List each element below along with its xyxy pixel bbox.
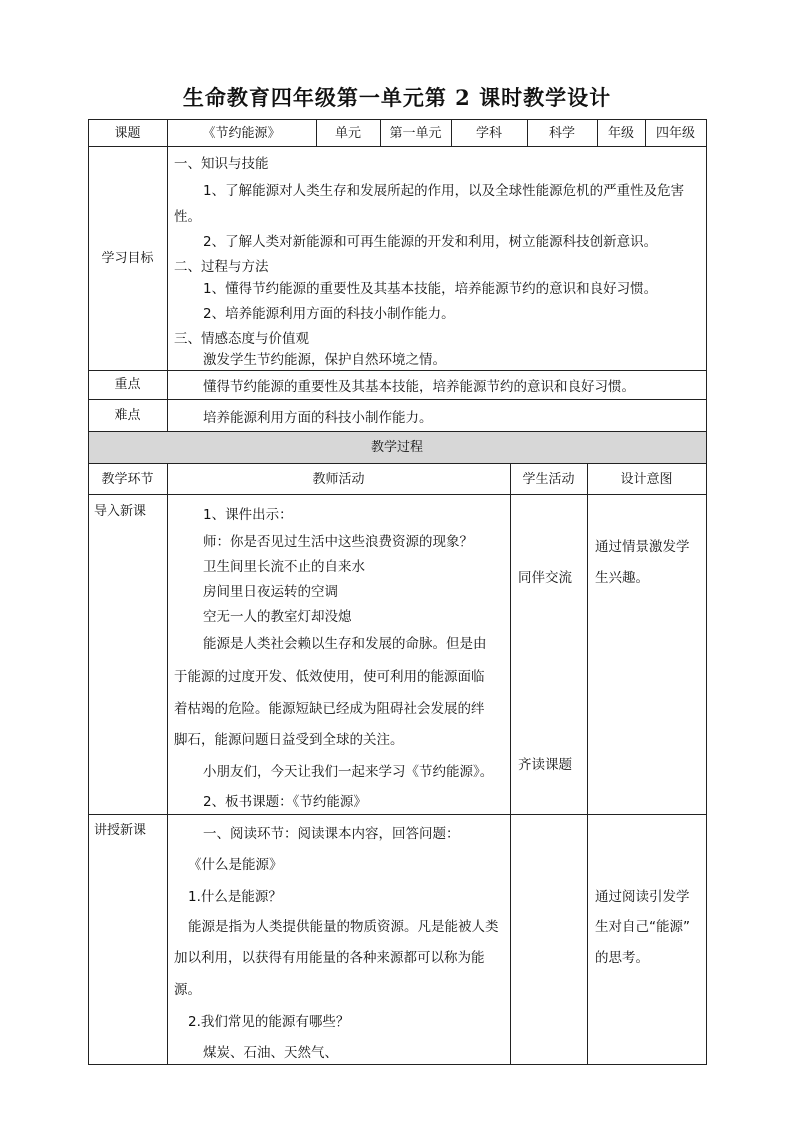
- topic-value: 《节约能源》: [202, 126, 281, 141]
- process-header: 教学过程: [370, 440, 423, 455]
- key-point-text: 懂得节约能源的重要性及其基本技能，培养能源节约的意识和良好习惯。: [203, 379, 635, 395]
- teacher-line: 1.什么是能源？: [188, 889, 282, 905]
- subject-value: 科学: [548, 126, 575, 141]
- goals-line: 一、知识与技能: [174, 156, 269, 172]
- teacher-line: 卫生间里长流不止的自来水: [203, 559, 365, 575]
- column-header: 学生活动: [522, 472, 575, 487]
- teacher-line: 房间里日夜运转的空调: [203, 584, 338, 600]
- teacher-line: 2、板书课题：《节约能源》: [203, 794, 367, 810]
- goals-line: 二、过程与方法: [174, 259, 269, 275]
- goals-line: 2、了解人类对新能源和可再生能源的开发和利用，树立能源科技创新意识。: [203, 234, 658, 250]
- teacher-line: 《什么是能源》: [188, 857, 283, 873]
- teacher-line: 师：你是否见过生活中这些浪费资源的现象？: [203, 534, 473, 550]
- goals-line: 1、懂得节约能源的重要性及其基本技能，培养能源节约的意识和良好习惯。: [203, 281, 658, 297]
- goals-line: 2、培养能源利用方面的科技小制作能力。: [203, 306, 455, 322]
- grade-value: 四年级: [655, 126, 695, 141]
- teacher-line: 于能源的过度开发、低效使用，使可利用的能源面临: [174, 669, 485, 685]
- column-header: 教师活动: [312, 472, 365, 487]
- intent-line: 的思考。: [595, 950, 649, 966]
- difficulty-label: 难点: [114, 408, 141, 423]
- document-title: 生命教育四年级第一单元第 2 课时教学设计: [182, 85, 612, 110]
- teacher-line: 2.我们常见的能源有哪些？: [188, 1014, 350, 1030]
- intent-line: 通过情景激发学: [595, 539, 690, 555]
- teacher-line: 空无一人的教室灯却没熄: [203, 609, 352, 625]
- teacher-line: 能源是指为人类提供能量的物质资源。凡是能被人类: [188, 919, 499, 935]
- teacher-line: 加以利用，以获得有用能量的各种来源都可以称为能: [174, 950, 485, 966]
- unit-label: 单元: [334, 126, 361, 141]
- key-point-label: 重点: [114, 377, 141, 392]
- goals-line: 1、了解能源对人类生存和发展所起的作用，以及全球性能源危机的严重性及危害: [203, 183, 685, 199]
- goals-line: 性。: [174, 209, 201, 225]
- teacher-line: 1、课件出示：: [203, 507, 293, 523]
- intent-line: 生兴趣。: [595, 570, 649, 586]
- stage-label: 讲授新课: [94, 823, 147, 838]
- teacher-line: 脚石，能源问题日益受到全球的关注。: [174, 732, 404, 748]
- goals-line: 三、情感态度与价值观: [174, 331, 309, 347]
- goals-label: 学习目标: [101, 251, 154, 266]
- difficulty-text: 培养能源利用方面的科技小制作能力。: [203, 410, 433, 426]
- grade-label: 年级: [607, 126, 634, 141]
- student-activity: 同伴交流: [518, 570, 572, 586]
- teacher-line: 着枯竭的危险。能源短缺已经成为阻碍社会发展的绊: [174, 701, 485, 717]
- goals-line: 激发学生节约能源，保护自然环境之情。: [203, 352, 446, 368]
- stage-label: 导入新课: [94, 504, 147, 519]
- teacher-line: 源。: [174, 982, 201, 998]
- intent-line: 通过阅读引发学: [595, 889, 690, 905]
- column-header: 教学环节: [101, 472, 154, 487]
- subject-label: 学科: [475, 126, 502, 141]
- column-header: 设计意图: [620, 472, 673, 487]
- student-activity: 齐读课题: [518, 757, 572, 773]
- teacher-line: 煤炭、石油、天然气、: [203, 1045, 338, 1061]
- intent-line: 生对自己“能源”: [595, 919, 690, 935]
- teacher-line: 能源是人类社会赖以生存和发展的命脉。但是由: [203, 636, 487, 652]
- topic-label: 课题: [114, 126, 141, 141]
- teacher-line: 一、阅读环节：阅读课本内容，回答问题：: [203, 826, 460, 842]
- unit-value: 第一单元: [389, 126, 442, 141]
- teacher-line: 小朋友们，今天让我们一起来学习《节约能源》。: [203, 764, 494, 780]
